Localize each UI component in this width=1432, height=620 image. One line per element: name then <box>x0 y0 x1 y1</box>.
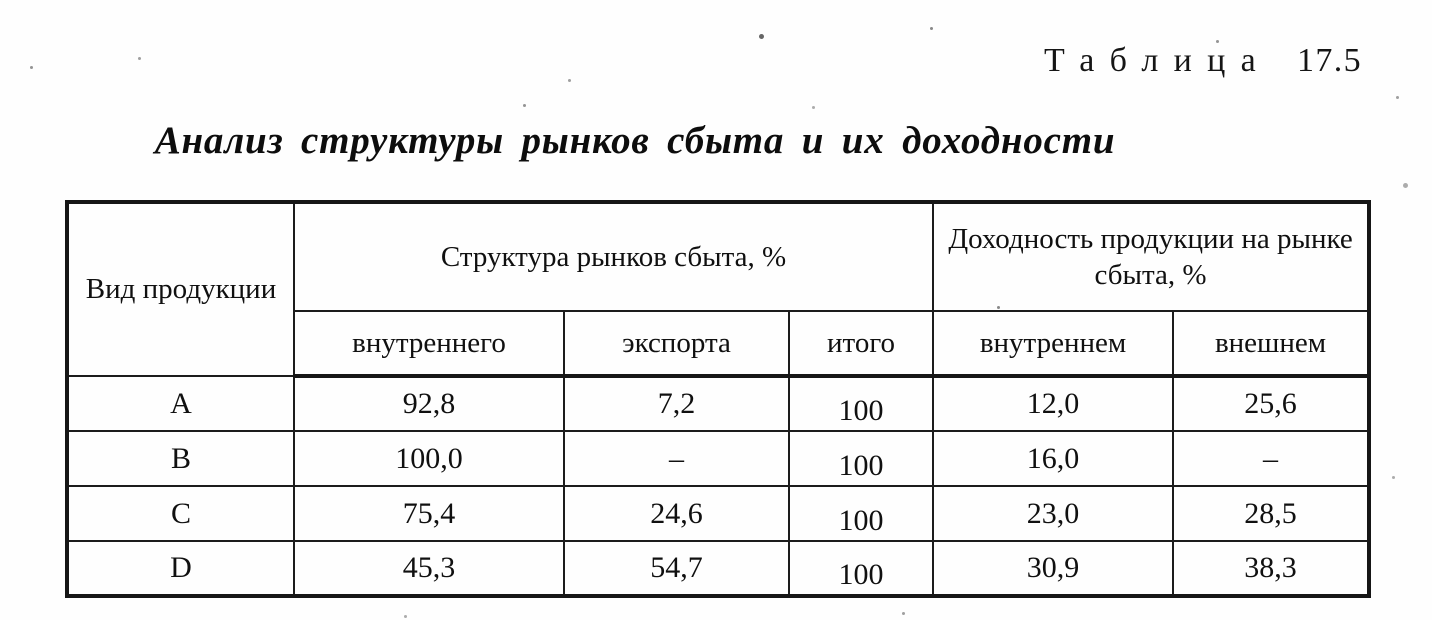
value-cell-domestic: 45,3 <box>294 541 564 596</box>
product-cell: A <box>67 376 294 431</box>
product-cell: B <box>67 431 294 486</box>
subheader-domestic-market: внутреннем <box>933 311 1173 376</box>
subheader-export: экспорта <box>564 311 789 376</box>
value-cell-total: 100 <box>789 541 933 596</box>
product-cell: C <box>67 486 294 541</box>
value-cell-domestic: 75,4 <box>294 486 564 541</box>
value-cell-profit-domestic: 16,0 <box>933 431 1173 486</box>
value-cell-profit-domestic: 12,0 <box>933 376 1173 431</box>
value-cell-total: 100 <box>789 431 933 486</box>
table-number-value: 17.5 <box>1297 42 1362 79</box>
header-profitability-group: Доходность продукции на рынке сбыта, % <box>933 202 1369 311</box>
subheader-domestic: внутреннего <box>294 311 564 376</box>
value-cell-profit-external: 28,5 <box>1173 486 1369 541</box>
header-product-type: Вид продукции <box>67 202 294 376</box>
value-cell-export: – <box>564 431 789 486</box>
scan-noise-specks <box>0 0 3 3</box>
table-number-word: Таблица <box>1044 42 1272 79</box>
header-structure-group: Структура рынков сбыта, % <box>294 202 933 311</box>
table-row-d <box>67 541 1369 596</box>
value-cell-total: 100 <box>789 486 933 541</box>
value-cell-profit-external: 25,6 <box>1173 376 1369 431</box>
document-title: Анализ структуры рынков сбыта и их доходности <box>154 119 1116 162</box>
table-row-a <box>67 376 1369 431</box>
table-group-header-row <box>67 202 1369 311</box>
value-cell-profit-external: – <box>1173 431 1369 486</box>
value-cell-export: 24,6 <box>564 486 789 541</box>
value-cell-profit-domestic: 23,0 <box>933 486 1173 541</box>
value-cell-export: 54,7 <box>564 541 789 596</box>
table-body <box>67 376 1369 596</box>
table-row-b <box>67 431 1369 486</box>
value-cell-domestic: 92,8 <box>294 376 564 431</box>
value-cell-total: 100 <box>789 376 933 431</box>
product-cell: D <box>67 541 294 596</box>
value-cell-export: 7,2 <box>564 376 789 431</box>
table-row-c <box>67 486 1369 541</box>
value-cell-domestic: 100,0 <box>294 431 564 486</box>
market-structure-table <box>65 200 1371 598</box>
value-cell-profit-external: 38,3 <box>1173 541 1369 596</box>
subheader-total: итого <box>789 311 933 376</box>
table-number-label <box>1044 42 1362 80</box>
subheader-external-market: внешнем <box>1173 311 1369 376</box>
table-header <box>67 202 1369 376</box>
value-cell-profit-domestic: 30,9 <box>933 541 1173 596</box>
